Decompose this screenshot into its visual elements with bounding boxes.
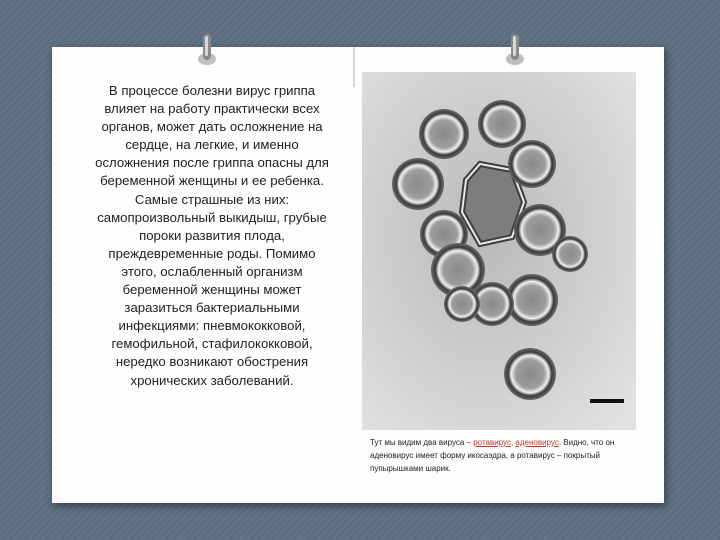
binder-ring-icon	[504, 32, 526, 68]
binder-ring-icon	[196, 32, 218, 68]
caption-separator: ,	[510, 438, 516, 447]
image-caption	[370, 436, 652, 475]
caption-text-start: Тут мы видим два вируса –	[370, 438, 474, 447]
adenovirus-link[interactable]: аденовирус	[515, 438, 559, 447]
caption-text-end: . Видно, что он аденовирус имеет форму икосаэдра, а ротавирус – покрытый пупырышками шарик.	[370, 438, 615, 473]
rotavirus-link[interactable]: ротавирус	[473, 438, 511, 447]
virus-micrograph-image	[362, 72, 636, 430]
sheet-fold-line	[353, 47, 355, 87]
body-text: В процессе болезни вирус гриппа влияет на работу практически всех органов, может дать осложнение на сердце, на легкие, и именно осложнения после гриппа опасны для беременной женщины и ее ребенка. Самые страшные из них: самопроизвольный выкидыш, грубые пороки развития плода, преждевременные роды. Помимо этого, ослабленный организм беременной женщины может заразиться бактериальными инфекциями: пневмококковой, гемофильной, стафилококковой, нередко возникают обострения хронических заболеваний.	[95, 83, 329, 388]
